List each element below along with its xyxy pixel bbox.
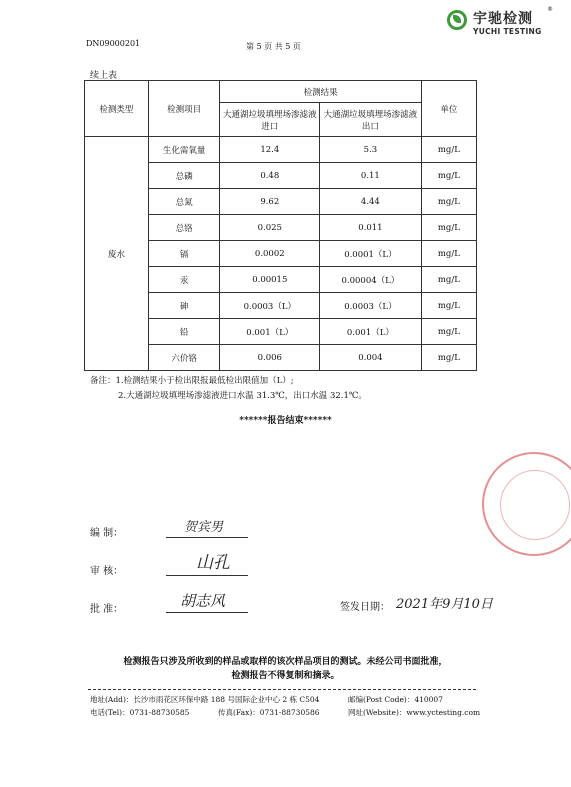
- header-site-outlet: 大通湖垃圾填埋场渗滤液出口: [320, 103, 422, 137]
- header-test-result: 检测结果: [220, 81, 421, 103]
- remarks: [90, 374, 367, 404]
- footer-postcode: 邮编(Post Code)：410007: [348, 695, 443, 704]
- compiler-label: 编 制：: [90, 528, 124, 539]
- inlet-cell: 9.62: [220, 189, 320, 215]
- outlet-cell: 0.0003（L）: [320, 293, 422, 319]
- unit-cell: mg/L: [421, 267, 476, 293]
- inlet-cell: 12.4: [220, 137, 320, 163]
- official-seal: [482, 452, 571, 556]
- footer-statement-line-1: 检测报告只涉及所收到的样品或取样的该次样品项目的测试。未经公司书面批准，: [123, 657, 448, 667]
- footer-address: 地址(Add)：长沙市雨花区环保中路 188 号国际企业中心 2 栋 C504: [90, 695, 320, 704]
- unit-cell: mg/L: [421, 319, 476, 345]
- seal-inner-ring: [500, 470, 570, 540]
- approver-label: 批 准：: [90, 604, 124, 615]
- outlet-cell: 0.001（L）: [320, 319, 422, 345]
- unit-cell: mg/L: [421, 293, 476, 319]
- footer-tel: 电话(Tel)：0731-88730585: [90, 708, 190, 717]
- inlet-cell: 0.006: [220, 345, 320, 371]
- item-cell: 镉: [148, 241, 220, 267]
- outlet-cell: 0.11: [320, 163, 422, 189]
- outlet-cell: 0.00004（L）: [320, 267, 422, 293]
- item-cell: 生化需氧量: [148, 137, 220, 163]
- header-unit: 单位: [421, 81, 476, 137]
- logo-english-name: YUCHI TESTING: [473, 27, 542, 36]
- inlet-cell: 0.001（L）: [220, 319, 320, 345]
- unit-cell: mg/L: [421, 215, 476, 241]
- logo-chinese-name: 宇驰检测: [473, 11, 533, 27]
- outlet-cell: 4.44: [320, 189, 422, 215]
- approver-signature: 胡志风: [180, 592, 226, 610]
- footer-statement-line-2: 检测报告不得复制和摘录。: [231, 671, 340, 681]
- item-cell: 铅: [148, 319, 220, 345]
- unit-cell: mg/L: [421, 163, 476, 189]
- document-number: DN09000201: [86, 39, 141, 48]
- unit-cell: mg/L: [421, 345, 476, 371]
- remark-line-1: 备注：1.检测结果小于检出限报最低检出限值加（L）;: [90, 376, 294, 386]
- inlet-cell: 0.48: [220, 163, 320, 189]
- inlet-cell: 0.025: [220, 215, 320, 241]
- issue-date-label: 签发日期：: [340, 602, 390, 613]
- compiler-signature: 贺宾男: [184, 520, 224, 535]
- footer-statement: [0, 655, 571, 683]
- header-test-item: 检测项目: [148, 81, 220, 137]
- reviewer-label: 审 核：: [90, 566, 124, 577]
- item-cell: 总铬: [148, 215, 220, 241]
- item-cell: 砷: [148, 293, 220, 319]
- footer-divider: [88, 689, 476, 690]
- footer-website: 网址(Website)：www.yctesting.com: [348, 708, 481, 717]
- company-logo: [447, 6, 559, 38]
- inlet-cell: 0.0002: [220, 241, 320, 267]
- outlet-cell: 5.3: [320, 137, 422, 163]
- page-indicator: 第 5 页 共 5 页: [246, 42, 301, 51]
- footer-fax: 传真(Fax)：0731-88730586: [218, 708, 320, 717]
- item-cell: 总磷: [148, 163, 220, 189]
- unit-cell: mg/L: [421, 241, 476, 267]
- compiler-line: [166, 537, 248, 538]
- results-table: [84, 80, 477, 371]
- table-row: [85, 137, 477, 163]
- reviewer-signature: 山孔: [196, 553, 230, 573]
- item-cell: 汞: [148, 267, 220, 293]
- item-cell: 总氮: [148, 189, 220, 215]
- report-end-mark: ******报告结束******: [239, 416, 332, 426]
- remark-line-2: 2.大通湖垃圾填埋场渗滤液进口水温 31.3℃，出口水温 32.1℃。: [118, 391, 367, 401]
- approver-line: [166, 612, 248, 613]
- reviewer-line: [166, 575, 248, 576]
- outlet-cell: 0.011: [320, 215, 422, 241]
- outlet-cell: 0.0001（L）: [320, 241, 422, 267]
- continued-label: 续上表: [90, 71, 118, 81]
- inlet-cell: 0.00015: [220, 267, 320, 293]
- outlet-cell: 0.004: [320, 345, 422, 371]
- unit-cell: mg/L: [421, 189, 476, 215]
- issue-date-value: 2021年9月10日: [396, 597, 493, 612]
- header-site-inlet: 大通湖垃圾填埋场渗滤液进口: [220, 103, 320, 137]
- category-cell: 废水: [85, 137, 149, 371]
- registered-mark: ®: [547, 6, 553, 13]
- item-cell: 六价铬: [148, 345, 220, 371]
- unit-cell: mg/L: [421, 137, 476, 163]
- header-test-type: 检测类型: [85, 81, 149, 137]
- inlet-cell: 0.0003（L）: [220, 293, 320, 319]
